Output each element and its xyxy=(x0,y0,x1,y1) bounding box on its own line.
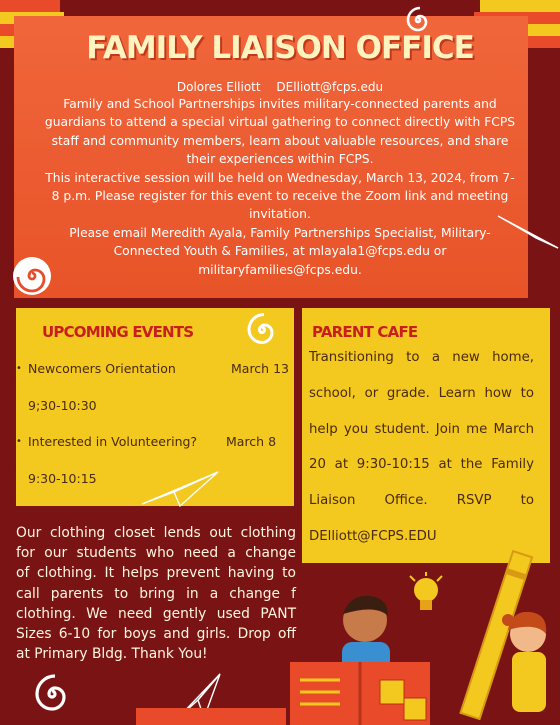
contact-name: Dolores Elliott xyxy=(176,80,261,94)
bottom-bar xyxy=(136,708,286,725)
kids-reading-illustration xyxy=(280,590,560,725)
closet-line-2: for our students who need a change xyxy=(16,545,296,562)
closet-line-3: of clothing. It helps prevent having to xyxy=(16,565,296,582)
contact-line xyxy=(0,80,560,94)
closet-line-4: call parents to bring in a change f xyxy=(16,585,296,602)
closet-line-5: clothing. We need gently used PANT xyxy=(16,605,296,622)
event-date: March 8 xyxy=(226,434,277,449)
spiral-icon xyxy=(12,256,52,296)
intro-text xyxy=(44,95,516,279)
event-name: Interested in Volunteering? xyxy=(28,434,198,449)
parent-cafe-text: Transitioning to a new home, school, or grade. Learn how to help you student. Join me March 20 at 9:30-10:15 at the Family Liaison Office. RSVP to DElliott@FCPS.EDU xyxy=(309,350,534,544)
closet-line-6: Sizes 6-10 for boys and girls. Drop off xyxy=(16,626,296,643)
event-date: March 13 xyxy=(231,361,289,376)
upcoming-events-heading: UPCOMING EVENTS xyxy=(42,323,194,341)
closet-line-1: Our clothing closet lends out clothing xyxy=(16,525,296,541)
intro-paragraph-3: Please email Meredith Ayala, Family Partnerships Specialist, Military-Connected Youth & Families, at mlayala1@fcps.edu or militaryfamilies@fcps.edu. xyxy=(69,225,491,277)
clothing-closet-text xyxy=(16,523,296,664)
event-time: 9;30-10:30 xyxy=(28,398,97,413)
spiral-icon xyxy=(244,312,280,348)
event-name: Newcomers Orientation xyxy=(28,361,176,376)
closet-line-7: at Primary Bldg. Thank You! xyxy=(16,646,208,663)
page-title: FAMILY LIAISON OFFICE xyxy=(86,30,474,66)
contact-email[interactable]: DElliott@fcps.edu xyxy=(276,80,384,94)
paper-plane-icon xyxy=(496,208,560,256)
parent-cafe-heading: PARENT CAFE xyxy=(312,323,418,341)
event-time: 9:30-10:15 xyxy=(28,471,97,486)
paper-plane-icon xyxy=(140,468,220,510)
spiral-icon xyxy=(30,672,74,716)
intro-paragraph-2: This interactive session will be held on Wednesday, March 13, 2024, from 7-8 p.m. Please register for this event to receive the Zoom link and meeting invitation. xyxy=(45,170,515,222)
intro-paragraph-1: Family and School Partnerships invites military-connected parents and guardians to attend a special virtual gathering to connect directly with FCPS staff and community members, learn about valuable resources, and share their experiences within FCPS. xyxy=(44,97,516,167)
